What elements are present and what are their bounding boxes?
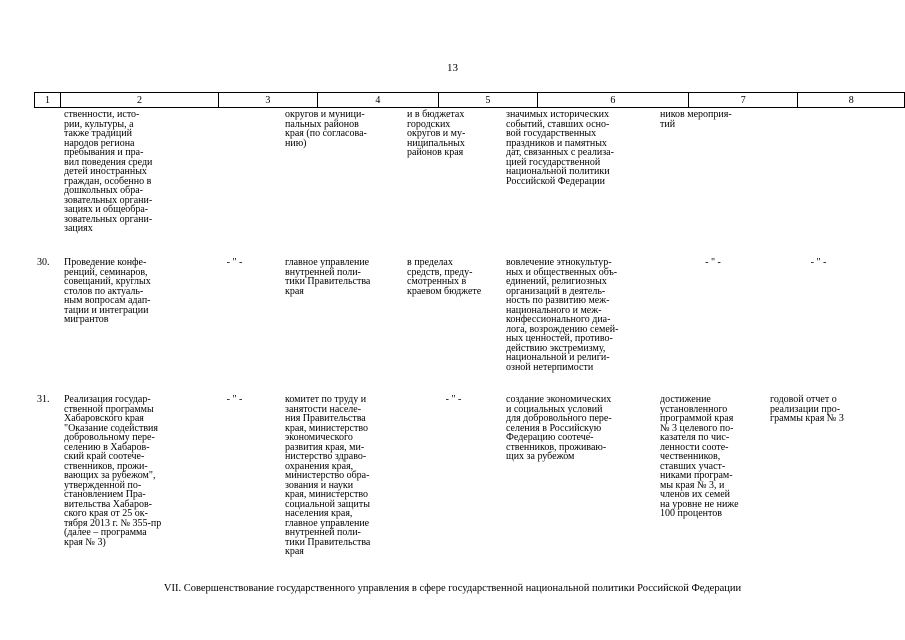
row30-col3-ditto: - " - bbox=[226, 257, 243, 268]
row31-col6-text: создание экономических и социальных условий для добровольного пере- селения в Российскую Федерацию соотече- ственников, проживаю- щих за рубежом bbox=[506, 394, 612, 462]
row30-col7-ditto: - " - bbox=[705, 257, 721, 268]
row30-col6-text: вовлечение этнокультур- ных и общественных объ- единений, религиозных организаций в деятель- ность по развитию меж- национального и меж- конфессионального диа- лога, возрождению семей- ных ценностей, противо- действию экстремизму, национальной и религи- озной нетерпимости bbox=[506, 257, 619, 373]
cont-col5-text: и в бюджетах городских округов и му- ниципальных районов края bbox=[407, 109, 466, 158]
header-col-8: 8 bbox=[798, 93, 905, 108]
cont-col2-text: ственности, исто- рии, культуры, а также традиций народов региона пребывания и пра- вил поведения среди детей иностранных граждан, особенно в дошкольных обра- зовательных органи- зациях и общеобра- зовательных органи- зациях bbox=[64, 109, 153, 234]
header-col-2: 2 bbox=[60, 93, 218, 108]
row31-col5-ditto: - " - bbox=[445, 394, 462, 405]
row31-col2-text: Реализация государ- ственной программы Хабаровского края "Оказание содействия добровольному пере- селению в Хабаров- ский край соотече- ственников, прожи- вающих за рубежом", утвержденной по- становлением Пра- вительства Хабаров- ского края от 25 ок- тября 2013 г. № 355-пр (далее – программа края № 3) bbox=[64, 394, 162, 548]
row31-col8-text: годовой отчет о реализации про- граммы края № 3 bbox=[770, 394, 844, 424]
cont-col6-text: значимых исторических событий, ставших осно- вой государственных праздников и памятных дат, связанных с реализа- цией государственной национальной политики Российской Федерации bbox=[506, 109, 614, 187]
row30-col4-text: главное управление внутренней поли- тики Правительства края bbox=[285, 257, 371, 297]
row31-col4-text: комитет по труду и занятости населе- ния Правительства края, министерство экономического развития края, ми- нистерство здраво- охранения края, министерство обра- зования и науки края, министерство социальной защиты населения края, главное управление внутренней поли- тики Правительства края bbox=[285, 394, 371, 557]
table-header bbox=[34, 92, 905, 108]
row31-col3-ditto: - " - bbox=[226, 394, 243, 405]
header-col-6: 6 bbox=[537, 93, 688, 108]
header-col-4: 4 bbox=[317, 93, 438, 108]
header-col-3: 3 bbox=[219, 93, 318, 108]
row30-col8-ditto: - " - bbox=[810, 257, 827, 268]
cont-col4-text: округов и муници- пальных районов края (по согласова- нию) bbox=[285, 109, 367, 149]
header-col-5: 5 bbox=[439, 93, 538, 108]
row30-col2-text: Проведение конфе- ренций, семинаров, совещаний, круглых столов по актуаль- ным вопросам адап- тации и интеграции мигрантов bbox=[64, 257, 151, 325]
page-number: 13 bbox=[447, 62, 458, 74]
row31-col7-text: достижение установленного программой края № 3 целевого по- казателя по чис- ленности соотe- чественников, ставших участ- никами програм- мы края № 3, и членов их семей на уровне не ниже 100 процентов bbox=[660, 394, 739, 519]
row31-number: 31. bbox=[37, 394, 50, 405]
header-col-1: 1 bbox=[35, 93, 61, 108]
header-col-7: 7 bbox=[688, 93, 797, 108]
section-heading: VII. Совершенствование государственного управления в сфере государственной национальной политики Российской Федерации bbox=[163, 583, 742, 594]
row30-col5-text: в пределах средств, преду- смотренных в краевом бюджете bbox=[407, 257, 482, 297]
cont-col7-text: ников мероприя- тий bbox=[660, 109, 732, 130]
row30-number: 30. bbox=[37, 257, 50, 268]
